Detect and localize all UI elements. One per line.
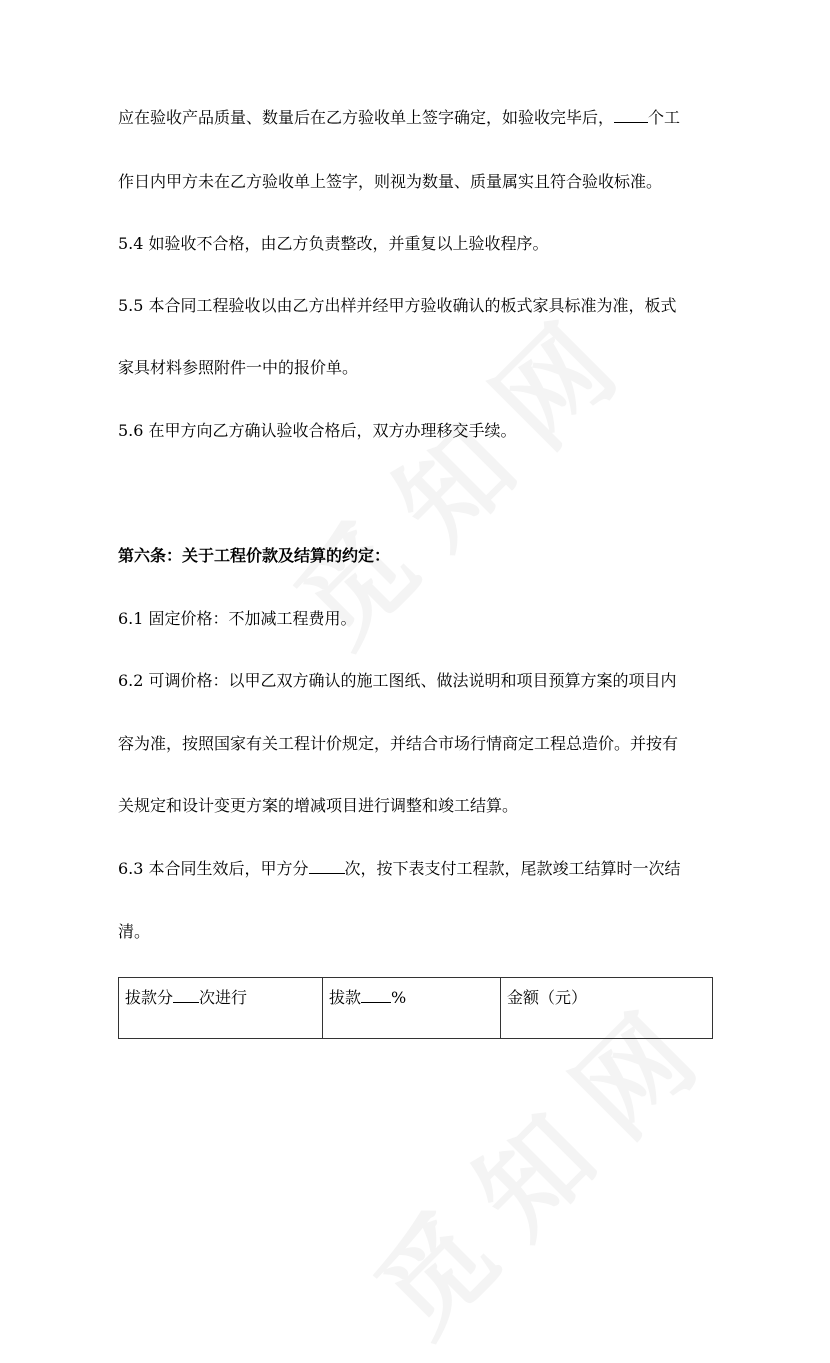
fill-blank	[309, 859, 345, 874]
table-row	[119, 978, 713, 1039]
table-cell-installments: 拔款分 次进行	[119, 978, 323, 1039]
clause-6-3-continued: 清。	[118, 922, 151, 941]
clause-6-2: 6.2 可调价格：以甲乙双方确认的施工图纸、做法说明和项目预算方案的项目内	[118, 671, 677, 690]
clause-5-5-continued: 家具材料参照附件一中的报价单。	[118, 358, 359, 377]
payment-table	[118, 977, 713, 1039]
clause-6-3: 6.3 本合同生效后，甲方分 次，按下表支付工程款，尾款竣工结算时一次结	[118, 859, 681, 878]
section-heading-article-6: 第六条：关于工程价款及结算的约定：	[118, 546, 391, 565]
clause-6-2-continued: 容为准，按照国家有关工程计价规定，并结合市场行情商定工程总造价。并按有	[118, 734, 679, 753]
paragraph-acceptance-continued: 作日内甲方未在乙方验收单上签字，则视为数量、质量属实且符合验收标准。	[118, 172, 663, 191]
clause-5-6: 5.6 在甲方向乙方确认验收合格后，双方办理移交手续。	[118, 421, 517, 440]
fill-blank	[173, 988, 199, 1003]
paragraph-acceptance-signing: 应在验收产品质量、数量后在乙方验收单上签字确定，如验收完毕后， 个工	[118, 108, 681, 127]
table-cell-percentage: 拔款 %	[323, 978, 501, 1039]
table-cell-amount: 金额（元）	[501, 978, 713, 1039]
fill-blank	[361, 988, 391, 1003]
clause-5-5: 5.5 本合同工程验收以由乙方出样并经甲方验收确认的板式家具标准为准，板式	[118, 296, 677, 315]
fill-blank	[614, 108, 648, 123]
clause-6-1: 6.1 固定价格：不加减工程费用。	[118, 609, 357, 628]
clause-6-2-continued-2: 关规定和设计变更方案的增减项目进行调整和竣工结算。	[118, 796, 519, 815]
clause-5-4: 5.4 如验收不合格，由乙方负责整改，并重复以上验收程序。	[118, 234, 549, 253]
